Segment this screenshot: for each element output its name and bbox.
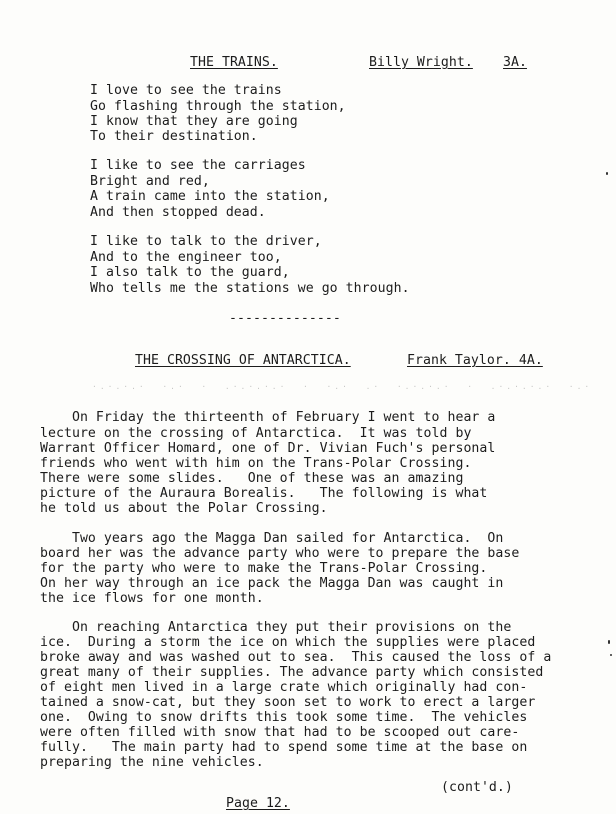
scan-speck: [606, 172, 608, 175]
poem-line: I like to see the carriages: [90, 158, 306, 173]
show-through-smudge: ·.·.·.· ·.· · .·.·.·.· · ·.· .· ·.·.·.· · .·.·.·.· ·.·: [92, 382, 593, 391]
essay-line: Two years ago the Magga Dan sailed for Antarctica. On: [40, 531, 504, 546]
scan-speck: [610, 654, 612, 656]
essay-author: Frank Taylor. 4A.: [407, 353, 543, 368]
essay-line: of eight men lived in a large crate which originally had con-: [40, 680, 528, 695]
essay-line: Warrant Officer Homard, one of Dr. Vivian Fuch's personal: [40, 441, 496, 456]
poem-line: A train came into the station,: [90, 189, 330, 204]
essay-line: ice. During a storm the ice on which the supplies were placed: [40, 635, 536, 650]
essay-line: great many of their supplies. The advance party which consisted: [40, 665, 544, 680]
essay-line: On Friday the thirteenth of February I went to hear a: [40, 410, 496, 425]
poem-line: I like to talk to the driver,: [90, 234, 322, 249]
essay-line: There were some slides. One of these was an amazing: [40, 471, 464, 486]
scan-speck: [608, 640, 610, 644]
poem-author: Billy Wright.: [369, 55, 473, 70]
essay-line: tained a snow-cat, but they soon set to work to erect a larger: [40, 695, 536, 710]
essay-line: broke away and was washed out to sea. This caused the loss of a: [40, 650, 552, 665]
essay-line: preparing the nine vehicles.: [40, 755, 264, 770]
poem-form: 3A.: [503, 55, 527, 70]
essay-line: friends who went with him on the Trans-Polar Crossing.: [40, 456, 472, 471]
essay-line: fully. The main party had to spend some time at the base on: [40, 740, 528, 755]
essay-line: On her way through an ice pack the Magga Dan was caught in: [40, 576, 504, 591]
poem-line: Who tells me the stations we go through.: [90, 281, 410, 296]
essay-line: picture of the Auraura Borealis. The following is what: [40, 486, 488, 501]
poem-line: Bright and red,: [90, 174, 210, 189]
essay-line: lecture on the crossing of Antarctica. It was told by: [40, 426, 472, 441]
poem-line: And to the engineer too,: [90, 250, 282, 265]
poem-line: And then stopped dead.: [90, 205, 266, 220]
essay-line: one. Owing to snow drifts this took some time. The vehicles: [40, 710, 528, 725]
poem-line: To their destination.: [90, 129, 258, 144]
poem-title: THE TRAINS.: [190, 55, 278, 70]
continued-note: (cont'd.): [441, 780, 513, 795]
poem-line: I know that they are going: [90, 114, 298, 129]
poem-line: I also talk to the guard,: [90, 265, 290, 280]
essay-line: he told us about the Polar Crossing.: [40, 501, 328, 516]
poem-line: Go flashing through the station,: [90, 99, 346, 114]
essay-line: board her was the advance party who were to prepare the base: [40, 546, 520, 561]
essay-line: were often filled with snow that had to be scooped out care-: [40, 725, 520, 740]
essay-line: for the party who were to make the Trans-Polar Crossing.: [40, 561, 488, 576]
essay-title: THE CROSSING OF ANTARCTICA.: [135, 353, 351, 368]
section-divider: --------------: [229, 311, 341, 326]
page-number: Page 12.: [226, 796, 290, 811]
poem-line: I love to see the trains: [90, 83, 282, 98]
essay-line: the ice flows for one month.: [40, 591, 264, 606]
essay-line: On reaching Antarctica they put their provisions on the: [40, 620, 512, 635]
